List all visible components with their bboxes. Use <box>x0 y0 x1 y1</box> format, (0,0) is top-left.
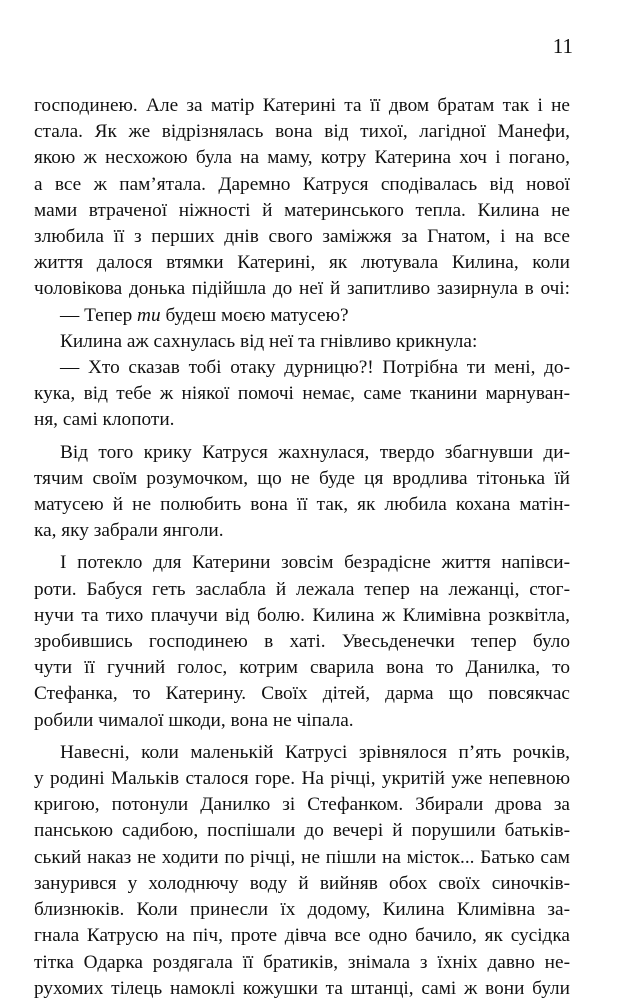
text-line: чоловікова донька підійшла до неї й запитливо зазирнула в очі: <box>34 278 570 300</box>
text-line: нучи та тихо плачучи від болю. Килина ж Климівна розквітла, <box>34 604 570 626</box>
text-line: кригою, потонули Данилко зі Стефанком. Збирали дрова за <box>34 794 570 816</box>
text-line: близнюків. Коли принесли їх додому, Килина Климівна за- <box>34 899 570 921</box>
text-line: стала. Як же відрізнялась вона від тихої, лагідної Манефи, <box>34 121 570 143</box>
text-line: Навесні, коли маленькій Катрусі зрівнялося п’ять рочків, <box>60 741 570 763</box>
body-text <box>34 93 570 1002</box>
text-line: чути її гучний голос, котрим сварила вона то Данилка, то <box>34 657 570 679</box>
dialogue-text: будеш моєю матусею? <box>160 304 349 326</box>
text-line: гнала Катрусю на піч, проте дівча все одно бачило, як сусідка <box>34 925 570 947</box>
text-line: а все ж пам’ятала. Даремно Катруся сподівалась від нової <box>34 173 570 195</box>
text-line: ка, яку забрали янголи. <box>34 520 224 542</box>
text-line: Килина аж сахнулась від неї та гнівливо крикнула: <box>60 330 478 352</box>
text-line: ня, самі клопоти. <box>34 409 175 431</box>
text-line: злюбила її з перших днів свого заміжжя за Гнатом, і на все <box>34 226 570 248</box>
emphasized-word: ти <box>137 304 161 326</box>
text-line: матусею й не полюбить вона її так, як любила кохана матін- <box>34 494 570 516</box>
dialogue-text: — Тепер <box>60 304 138 326</box>
text-line: Від того крику Катруся жахнулася, твердо збагнувши ди- <box>60 441 570 463</box>
dialogue-line <box>34 303 570 329</box>
text-line: рухомих тілець намоклі кожушки та штанці, самі ж вони були <box>34 977 570 999</box>
text-line: господинею. Але за матір Катерині та її двом братам так і не <box>34 95 570 116</box>
text-line: тячим своїм розумочком, що не буде ця вродлива тітонька їй <box>34 467 570 489</box>
text-line: І потекло для Катерини зовсім безрадісне життя напівси- <box>60 552 570 574</box>
dialogue-line: — Хто сказав тобі отаку дурницю?! Потрібна ти мені, до- <box>60 357 570 379</box>
text-line: життя далося втямки Катерині, як лютувала Килина, коли <box>34 252 570 274</box>
text-line: у родині Мальків сталося горе. На річці, укритій уже непевною <box>34 768 570 790</box>
text-line: робили чималої шкоди, вона не чіпала. <box>34 709 354 731</box>
text-line: тітка Одарка роздягала її братиків, знімала з їхніх давно не- <box>34 951 570 973</box>
text-line: занурився у холоднючу воду й вийняв обох своїх синочків- <box>34 872 570 894</box>
text-line: ський наказ не ходити по річці, не пішли на місток... Батько сам <box>34 846 570 868</box>
page-number: 11 <box>552 34 573 58</box>
text-line: мами втраченої ніжності й материнського тепла. Килина не <box>34 199 570 221</box>
text-line: якою ж несхожою була на маму, котру Катерина хоч і погано, <box>34 147 570 169</box>
text-line: роти. Бабуся геть заслабла й лежала тепер на лежанці, стог- <box>34 578 570 600</box>
text-line: кука, від тебе ж ніякої помочі немає, саме тканини марнуван- <box>34 383 570 405</box>
text-line: зробившись господинею в хаті. Увесьденечки тепер було <box>34 631 570 653</box>
text-line: панською садибою, поспішали до вечері й порушили батьків- <box>34 820 570 842</box>
text-line: Стефанка, то Катерину. Своїх дітей, дарма що повсякчас <box>34 683 570 705</box>
